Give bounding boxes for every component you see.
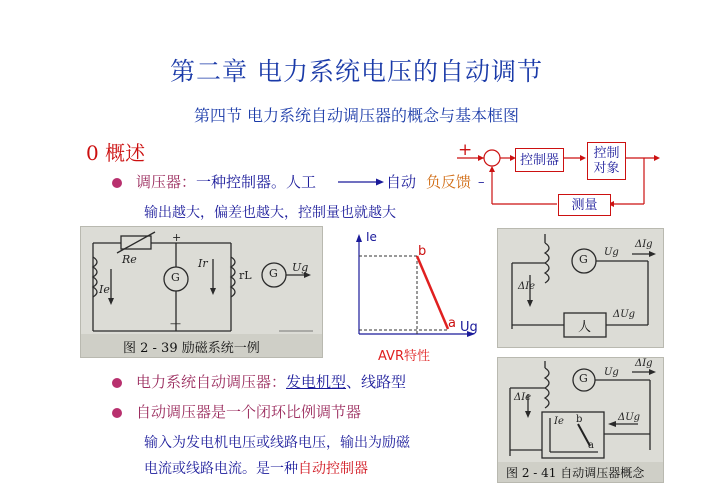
label-delta-ug: ΔUg: [613, 309, 636, 320]
bullet-dot: [112, 178, 122, 188]
sum-plus-sign: +: [458, 140, 473, 160]
label-re: Re: [122, 253, 137, 266]
bullet-closed-loop-line3a: 电流或线路电流。是一种: [144, 461, 298, 477]
avr-point-a: a: [448, 316, 456, 331]
plant-block: [587, 142, 626, 180]
label-g-right: G: [269, 267, 278, 280]
label-b: b: [576, 414, 583, 425]
avr-point-b: b: [418, 244, 427, 259]
bullet-types-sep: 、: [346, 373, 362, 391]
label-rl: rL: [239, 269, 252, 282]
figure-excitation-system: [80, 226, 323, 358]
slide-title: 第二章 电力系统电压的自动调节: [170, 57, 543, 86]
bullet-types-rest: 线路型: [361, 373, 407, 391]
section-heading: 0 概述: [86, 141, 146, 165]
bullet-closed-loop-line3b: 自动控制器: [298, 461, 368, 477]
bullet-dot: [112, 378, 122, 388]
label-g: G: [579, 253, 588, 266]
bullet-closed-loop-line2: 输入为发电机电压或线路电压，输出为励磁: [144, 435, 410, 451]
sum-minus-sign: –: [478, 175, 485, 190]
bullet-regulator-label: 调压器：: [136, 173, 197, 191]
bullet-closed-loop-line3: [144, 458, 368, 478]
arrow-icon: [338, 177, 384, 187]
avr-x-label: Ug: [460, 320, 478, 335]
figure-caption-2-39: 图 2 - 39 励磁系统一例: [123, 341, 260, 356]
figure-manual-regulation: [497, 228, 664, 348]
label-person: 人: [578, 320, 592, 335]
plant-block-line2: 对象: [593, 161, 620, 176]
label-minus: —: [170, 317, 181, 330]
label-delta-ie: ΔIe: [518, 281, 536, 292]
bullet-regulator-text-a: 一种控制器。人工: [196, 173, 317, 191]
figure-caption-2-41: 图 2 - 41 自动调压器概念: [506, 466, 645, 480]
label-ir: Ir: [198, 257, 208, 270]
label-g-left: G: [171, 271, 180, 284]
bullet-types-label: 电力系统自动调压器：: [136, 373, 287, 391]
label-ug: Ug: [292, 261, 309, 274]
figure-auto-regulator: [497, 357, 664, 483]
controller-block: 控制器: [515, 148, 564, 172]
bullet-auto-regulator-types: [136, 371, 406, 392]
slide-subtitle: 第四节 电力系统自动调压器的概念与基本框图: [193, 106, 520, 125]
avr-y-label: Ie: [366, 230, 377, 244]
bullet-closed-loop: 自动调压器是一个闭环比例调节器: [136, 403, 362, 421]
bullet-regulator-line2: 输出越大，偏差也越大，控制量也就越大: [144, 205, 396, 221]
label-g: G: [579, 372, 588, 385]
plant-block-line1: 控制: [593, 146, 620, 161]
label-delta-ug: ΔUg: [618, 412, 641, 423]
label-delta-ig: ΔIg: [635, 239, 653, 250]
bullet-regulator: [136, 171, 316, 192]
bullet-regulator-text-c: 负反馈: [426, 173, 472, 191]
label-plus: +: [172, 231, 182, 244]
label-ug: Ug: [604, 247, 619, 258]
bullet-dot: [112, 408, 122, 418]
bullet-types-link[interactable]: 发电机型: [286, 373, 347, 391]
avr-caption: AVR特性: [378, 349, 430, 364]
label-ie: Ie: [554, 416, 564, 427]
label-ug: Ug: [604, 367, 619, 378]
label-ie: Ie: [99, 283, 110, 296]
measure-block: 测量: [558, 194, 611, 216]
label-delta-ie: ΔIe: [514, 392, 532, 403]
bullet-regulator-text-b: 自动: [386, 173, 417, 191]
label-a: a: [588, 440, 594, 451]
label-delta-ig: ΔIg: [635, 358, 653, 369]
